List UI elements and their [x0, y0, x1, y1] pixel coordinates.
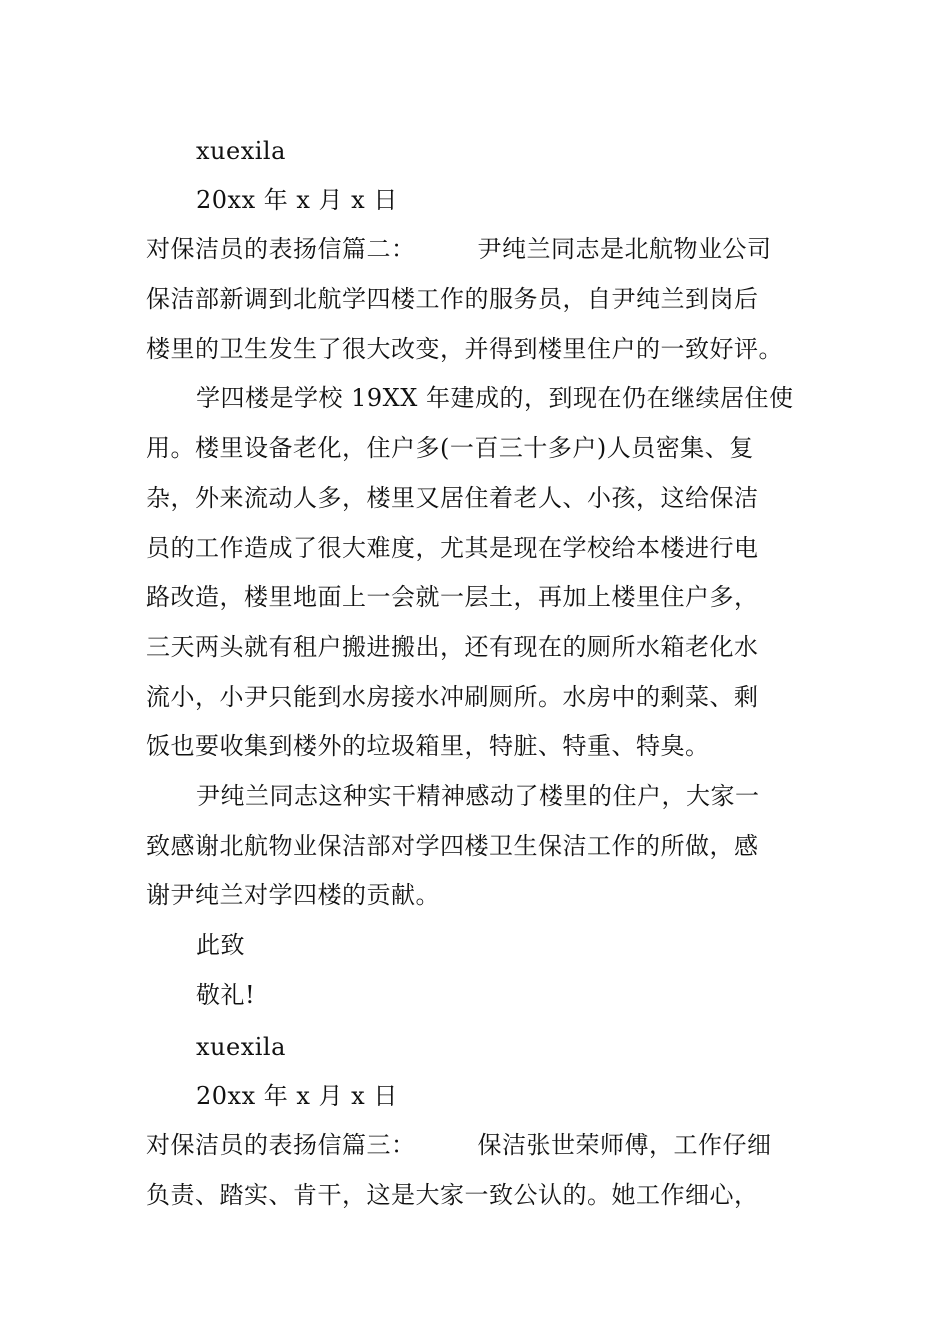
paragraph-line: 学四楼是学校 19XX 年建成的，到现在仍在继续居住使 — [196, 384, 794, 412]
paragraph-line: 致感谢北航物业保洁部对学四楼卫生保洁工作的所做，感 — [146, 832, 759, 860]
section-heading: 对保洁员的表扬信篇三： — [146, 1131, 416, 1159]
paragraph-line: 保洁部新调到北航学四楼工作的服务员，自尹纯兰到岗后 — [146, 285, 759, 313]
section-heading-line — [146, 1130, 772, 1160]
paragraph-line: 流小，小尹只能到水房接水冲刷厕所。水房中的剩菜、剩 — [146, 683, 759, 711]
paragraph-text: 保洁张世荣师傅，工作仔细 — [477, 1131, 772, 1159]
paragraph-line: 尹纯兰同志这种实干精神感动了楼里的住户，大家一 — [196, 782, 760, 810]
paragraph-text: 尹纯兰同志是北航物业公司 — [477, 235, 772, 263]
paragraph-line: 负责、踏实、肯干，这是大家一致公认的。她工作细心， — [146, 1181, 759, 1209]
section-heading-line — [146, 234, 772, 264]
date-line: 20xx 年 x 月 x 日 — [196, 186, 398, 214]
paragraph-line: 用。楼里设备老化，住户多(一百三十多户)人员密集、复 — [146, 434, 754, 462]
signature-line: xuexila — [196, 137, 286, 165]
date-line: 20xx 年 x 月 x 日 — [196, 1082, 398, 1110]
paragraph-line: 饭也要收集到楼外的垃圾箱里，特脏、特重、特臭。 — [146, 732, 710, 760]
paragraph-line: 三天两头就有租户搬进搬出，还有现在的厕所水箱老化水 — [146, 633, 759, 661]
closing-line: 敬礼! — [196, 981, 256, 1009]
paragraph-line: 谢尹纯兰对学四楼的贡献。 — [146, 881, 440, 909]
signature-line: xuexila — [196, 1033, 286, 1061]
section-heading: 对保洁员的表扬信篇二： — [146, 235, 416, 263]
closing-line: 此致 — [196, 931, 245, 959]
paragraph-line: 杂，外来流动人多，楼里又居住着老人、小孩，这给保洁 — [146, 484, 759, 512]
paragraph-line: 路改造，楼里地面上一会就一层土，再加上楼里住户多， — [146, 583, 759, 611]
paragraph-line: 楼里的卫生发生了很大改变，并得到楼里住户的一致好评。 — [146, 335, 783, 363]
paragraph-line: 员的工作造成了很大难度，尤其是现在学校给本楼进行电 — [146, 534, 759, 562]
